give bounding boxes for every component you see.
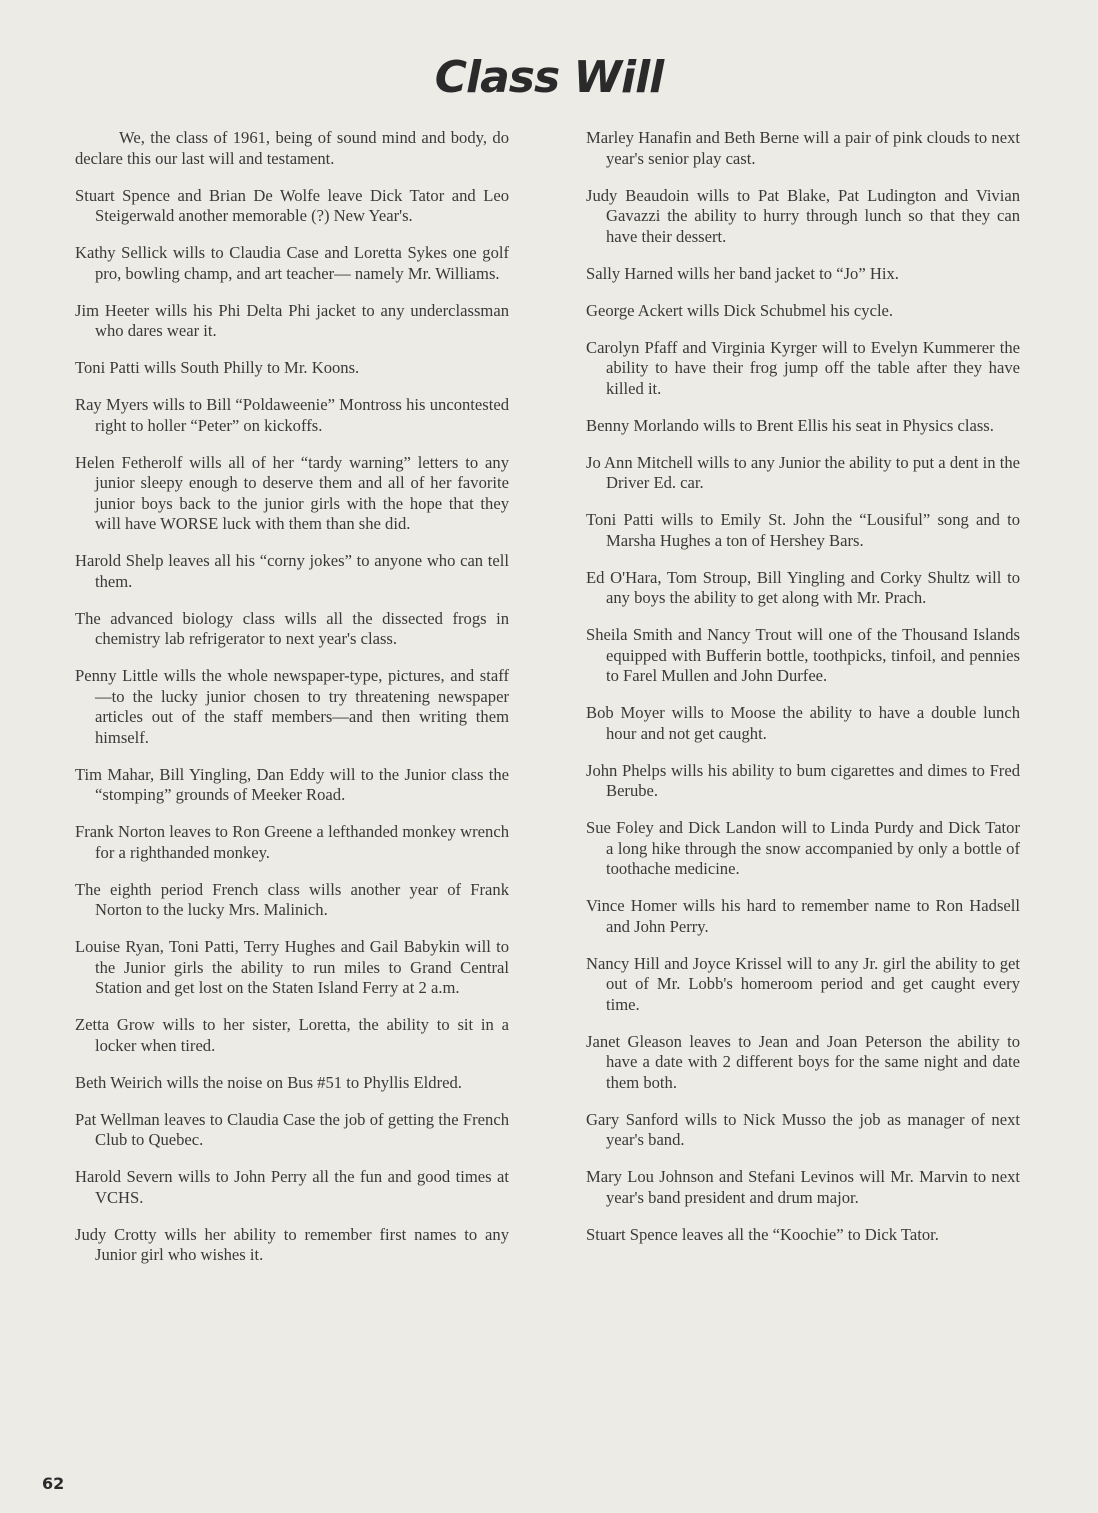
intro-paragraph: We, the class of 1961, being of sound mind and body, do declare this our last will and testament.: [75, 128, 509, 168]
will-entry: Ray Myers wills to Bill “Poldaweenie” Montross his uncontested right to holler “Peter” on kickoffs.: [75, 395, 509, 435]
will-entry: Nancy Hill and Joyce Krissel will to any Jr. girl the ability to get out of Mr. Lobb's homeroom period and get caught every time.: [586, 953, 1020, 1014]
will-entry: Judy Beaudoin wills to Pat Blake, Pat Ludington and Vivian Gavazzi the ability to hurry through lunch so that they can have their dessert.: [586, 185, 1020, 246]
will-entry: Harold Shelp leaves all his “corny jokes” to anyone who can tell them.: [75, 551, 509, 591]
will-entry: Stuart Spence leaves all the “Koochie” to Dick Tator.: [586, 1224, 939, 1244]
will-entry: Marley Hanafin and Beth Berne will a pair of pink clouds to next year's senior play cast.: [586, 128, 1020, 168]
will-entry: Janet Gleason leaves to Jean and Joan Peterson the ability to have a date with 2 different boys for the same night and date them both.: [586, 1031, 1020, 1092]
will-entry: Toni Patti wills to Emily St. John the “Lousiful” song and to Marsha Hughes a ton of Hershey Bars.: [586, 510, 1020, 550]
will-entry: George Ackert wills Dick Schubmel his cycle.: [586, 300, 894, 320]
will-entry: The advanced biology class wills all the dissected frogs in chemistry lab refrigerator to next year's class.: [75, 608, 509, 648]
will-entry: Judy Crotty wills her ability to remember first names to any Junior girl who wishes it.: [75, 1224, 509, 1264]
will-entry: Beth Weirich wills the noise on Bus #51 to Phyllis Eldred.: [75, 1072, 462, 1092]
will-entry: Louise Ryan, Toni Patti, Terry Hughes and Gail Babykin will to the Junior girls the ability to run miles to Grand Central Station and get lost on the Staten Island Ferry at 2 a.m.: [75, 937, 509, 997]
will-entry: Mary Lou Johnson and Stefani Levinos will Mr. Marvin to next year's band president and drum major.: [586, 1167, 1020, 1207]
will-entry: Toni Patti wills South Philly to Mr. Koons.: [75, 358, 360, 377]
will-entry: Penny Little wills the whole newspaper-type, pictures, and staff—to the lucky junior chosen to try threatening newspaper articles out of the staff members—and then writing them himself.: [75, 666, 509, 747]
will-entry: Stuart Spence and Brian De Wolfe leave Dick Tator and Leo Steigerwald another memorable (?) New Year's.: [75, 185, 509, 225]
will-entry: Tim Mahar, Bill Yingling, Dan Eddy will to the Junior class the “stomping” grounds of Meeker Road.: [75, 764, 509, 804]
will-entry: Gary Sanford wills to Nick Musso the job as manager of next year's band.: [586, 1109, 1020, 1149]
will-entry: The eighth period French class wills another year of Frank Norton to the lucky Mrs. Malinich.: [75, 879, 509, 919]
will-entry: Ed O'Hara, Tom Stroup, Bill Yingling and Corky Shultz will to any boys the ability to get along with Mr. Prach.: [586, 567, 1020, 607]
will-entry: Helen Fetherolf wills all of her “tardy warning” letters to any junior sleepy enough to deserve them and all of her favorite junior boys back to the junior girls with the hope that they will have WORSE luck with them than she did.: [75, 452, 509, 533]
right-column: [586, 128, 1020, 1262]
will-entry: Sally Harned wills her band jacket to “Jo” Hix.: [586, 263, 899, 283]
will-entry: Jo Ann Mitchell wills to any Junior the ability to put a dent in the Driver Ed. car.: [586, 452, 1020, 492]
will-entry: Bob Moyer wills to Moose the ability to have a double lunch hour and not get caught.: [586, 703, 1020, 743]
will-entry: Kathy Sellick wills to Claudia Case and Loretta Sykes one golf pro, bowling champ, and art teacher— namely Mr. Williams.: [75, 243, 509, 283]
page-number: 62: [42, 1474, 65, 1493]
will-entry: Vince Homer wills his hard to remember name to Ron Hadsell and John Perry.: [586, 896, 1020, 936]
will-entry: Pat Wellman leaves to Claudia Case the job of getting the French Club to Quebec.: [75, 1109, 509, 1149]
will-entry: Zetta Grow wills to her sister, Loretta, the ability to sit in a locker when tired.: [75, 1015, 509, 1055]
will-entry: Sheila Smith and Nancy Trout will one of the Thousand Islands equipped with Bufferin bottle, toothpicks, tinfoil, and pennies to Farel Mullen and John Durfee.: [586, 625, 1020, 685]
left-column: [75, 128, 509, 1282]
will-entry: John Phelps wills his ability to bum cigarettes and dimes to Fred Berube.: [586, 760, 1020, 800]
page-title: Class Will: [434, 52, 664, 103]
will-entry: Jim Heeter wills his Phi Delta Phi jacket to any underclassman who dares wear it.: [75, 300, 509, 340]
will-entry: Benny Morlando wills to Brent Ellis his seat in Physics class.: [586, 415, 994, 435]
will-entry: Frank Norton leaves to Ron Greene a lefthanded monkey wrench for a righthanded monkey.: [75, 822, 509, 862]
will-entry: Carolyn Pfaff and Virginia Kyrger will to Evelyn Kummerer the ability to have their frog jump off the table after they have killed it.: [586, 337, 1020, 398]
will-entry: Harold Severn wills to John Perry all the fun and good times at VCHS.: [75, 1167, 509, 1207]
will-entry: Sue Foley and Dick Landon will to Linda Purdy and Dick Tator a long hike through the snow accompanied by only a bottle of toothache medicine.: [586, 818, 1020, 878]
